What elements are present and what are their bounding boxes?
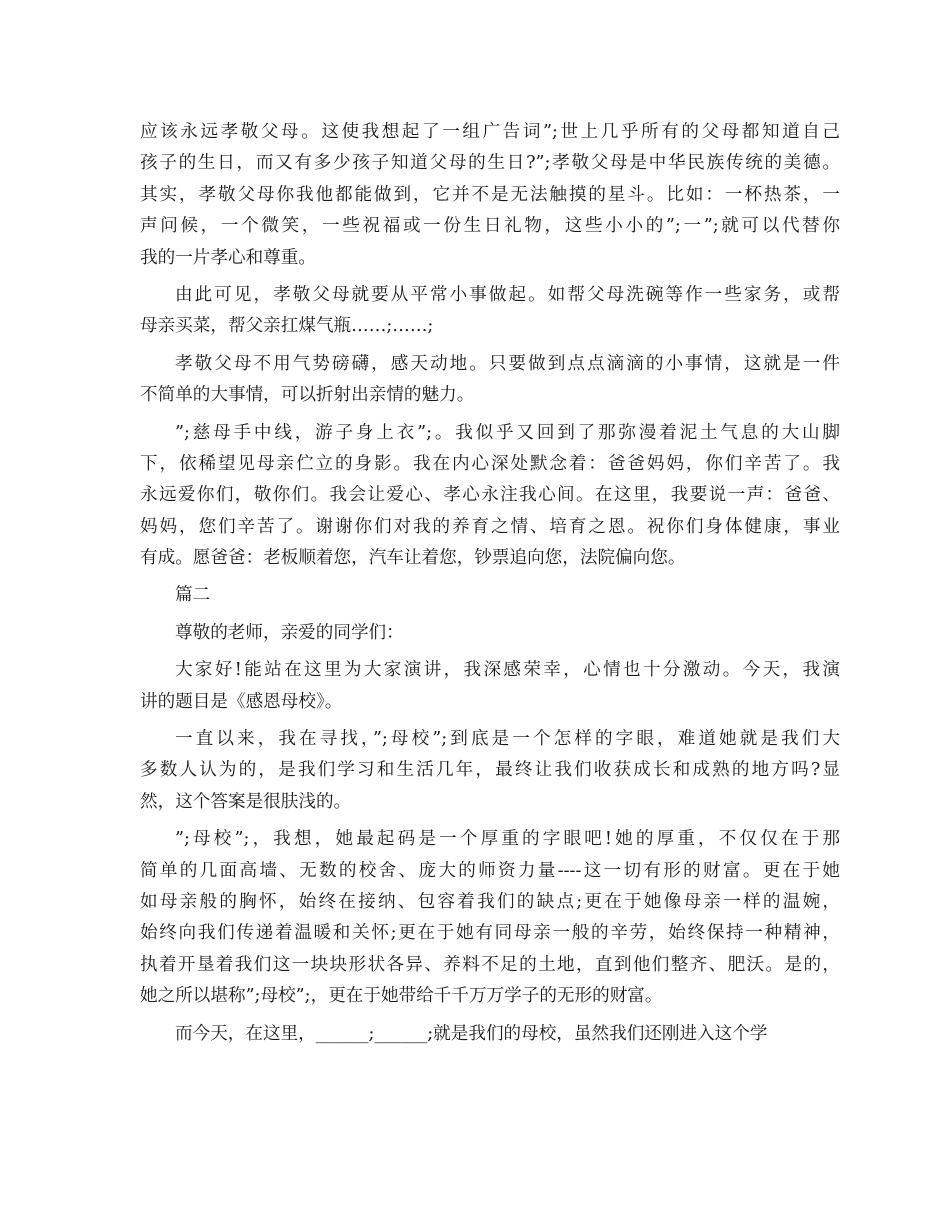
- text-line: 母亲买菜，帮父亲扛煤气瓶……;……;: [140, 316, 434, 337]
- text-line: 执着开垦着我们这一块块形状各异、养料不足的土地，直到他们整齐、肥沃。是的，: [140, 954, 840, 975]
- text-line: 孩子的生日，而又有多少孩子知道父母的生日?”;孝敬父母是中华民族传统的美德。: [140, 153, 840, 174]
- text-line: 大家好!能站在这里为大家演讲，我深感荣幸，心情也十分激动。今天，我演: [175, 660, 840, 681]
- text-line: 简单的几面高墙、无数的校舍、庞大的师资力量----这一切有形的财富。更在于她: [140, 860, 840, 881]
- paragraph: [140, 655, 840, 718]
- text-line: 由此可见，孝敬父母就要从平常小事做起。如帮父母洗碗等作一些家务，或帮: [175, 284, 840, 305]
- text-line: 她之所以堪称”;母校”;，更在于她带给千千万万学子的无形的财富。: [140, 986, 663, 1007]
- paragraph: [140, 280, 840, 343]
- text-line: 孝敬父母不用气势磅礴，感天动地。只要做到点点滴滴的小事情，这就是一件: [175, 353, 840, 374]
- paragraph: [140, 824, 840, 1012]
- paragraph: [140, 349, 840, 412]
- text-line: 永远爱你们，敬你们。我会让爱心、孝心永注我心间。在这里，我要说一声：爸爸、: [140, 485, 840, 506]
- text-line: 而今天，在这里，______;______;就是我们的母校，虽然我们还刚进入这个学: [175, 1023, 768, 1044]
- paragraph: [140, 618, 840, 649]
- text-line: 如母亲般的胸怀，始终在接纳、包容着我们的缺点;更在于她像母亲一样的温婉，: [140, 891, 840, 912]
- text-line: 下，依稀望见母亲伫立的身影。我在内心深处默念着：爸爸妈妈，你们辛苦了。我: [140, 453, 840, 474]
- paragraph: [140, 418, 840, 575]
- document-body: [140, 117, 840, 1050]
- paragraph: [140, 1019, 840, 1050]
- text-line: ”;慈母手中线，游子身上衣”;。我似乎又回到了那弥漫着泥土气息的大山脚: [175, 422, 840, 443]
- text-line: 妈妈，您们辛苦了。谢谢你们对我的养育之情、培育之恩。祝你们身体健康，事业: [140, 516, 840, 537]
- text-line: 我的一片孝心和尊重。: [140, 247, 316, 268]
- text-line: 讲的题目是《感恩母校》。: [140, 691, 343, 712]
- text-line: 应该永远孝敬父母。这使我想起了一组广告词”;世上几乎所有的父母都知道自己: [140, 122, 840, 142]
- text-line: 然，这个答案是很肤浅的。: [140, 791, 352, 812]
- text-line: 尊敬的老师，亲爱的同学们：: [175, 622, 404, 643]
- paragraph: [140, 724, 840, 818]
- paragraph: [140, 580, 840, 611]
- text-line: 有成。愿爸爸：老板顺着您，汽车让着您，钞票追向您，法院偏向您。: [140, 548, 686, 569]
- text-line: 篇二: [175, 585, 211, 606]
- text-line: 其实，孝敬父母你我他都能做到，它并不是无法触摸的星斗。比如：一杯热茶，一: [140, 184, 840, 205]
- text-line: 始终向我们传递着温暖和关怀;更在于她有同母亲一般的辛劳，始终保持一种精神，: [140, 923, 840, 944]
- paragraph: [140, 117, 840, 274]
- text-line: 一直以来，我在寻找，”;母校”;到底是一个怎样的字眼，难道她就是我们大: [175, 729, 840, 750]
- text-line: 不简单的大事情，可以折射出亲情的魅力。: [140, 385, 475, 406]
- text-line: 声问候，一个微笑，一些祝福或一份生日礼物，这些小小的”;一”;就可以代替你: [140, 216, 840, 237]
- text-line: 多数人认为的，是我们学习和生活几年，最终让我们收获成长和成熟的地方吗?显: [140, 760, 840, 781]
- text-line: ”;母校”;，我想，她最起码是一个厚重的字眼吧!她的厚重，不仅仅在于那: [175, 829, 840, 850]
